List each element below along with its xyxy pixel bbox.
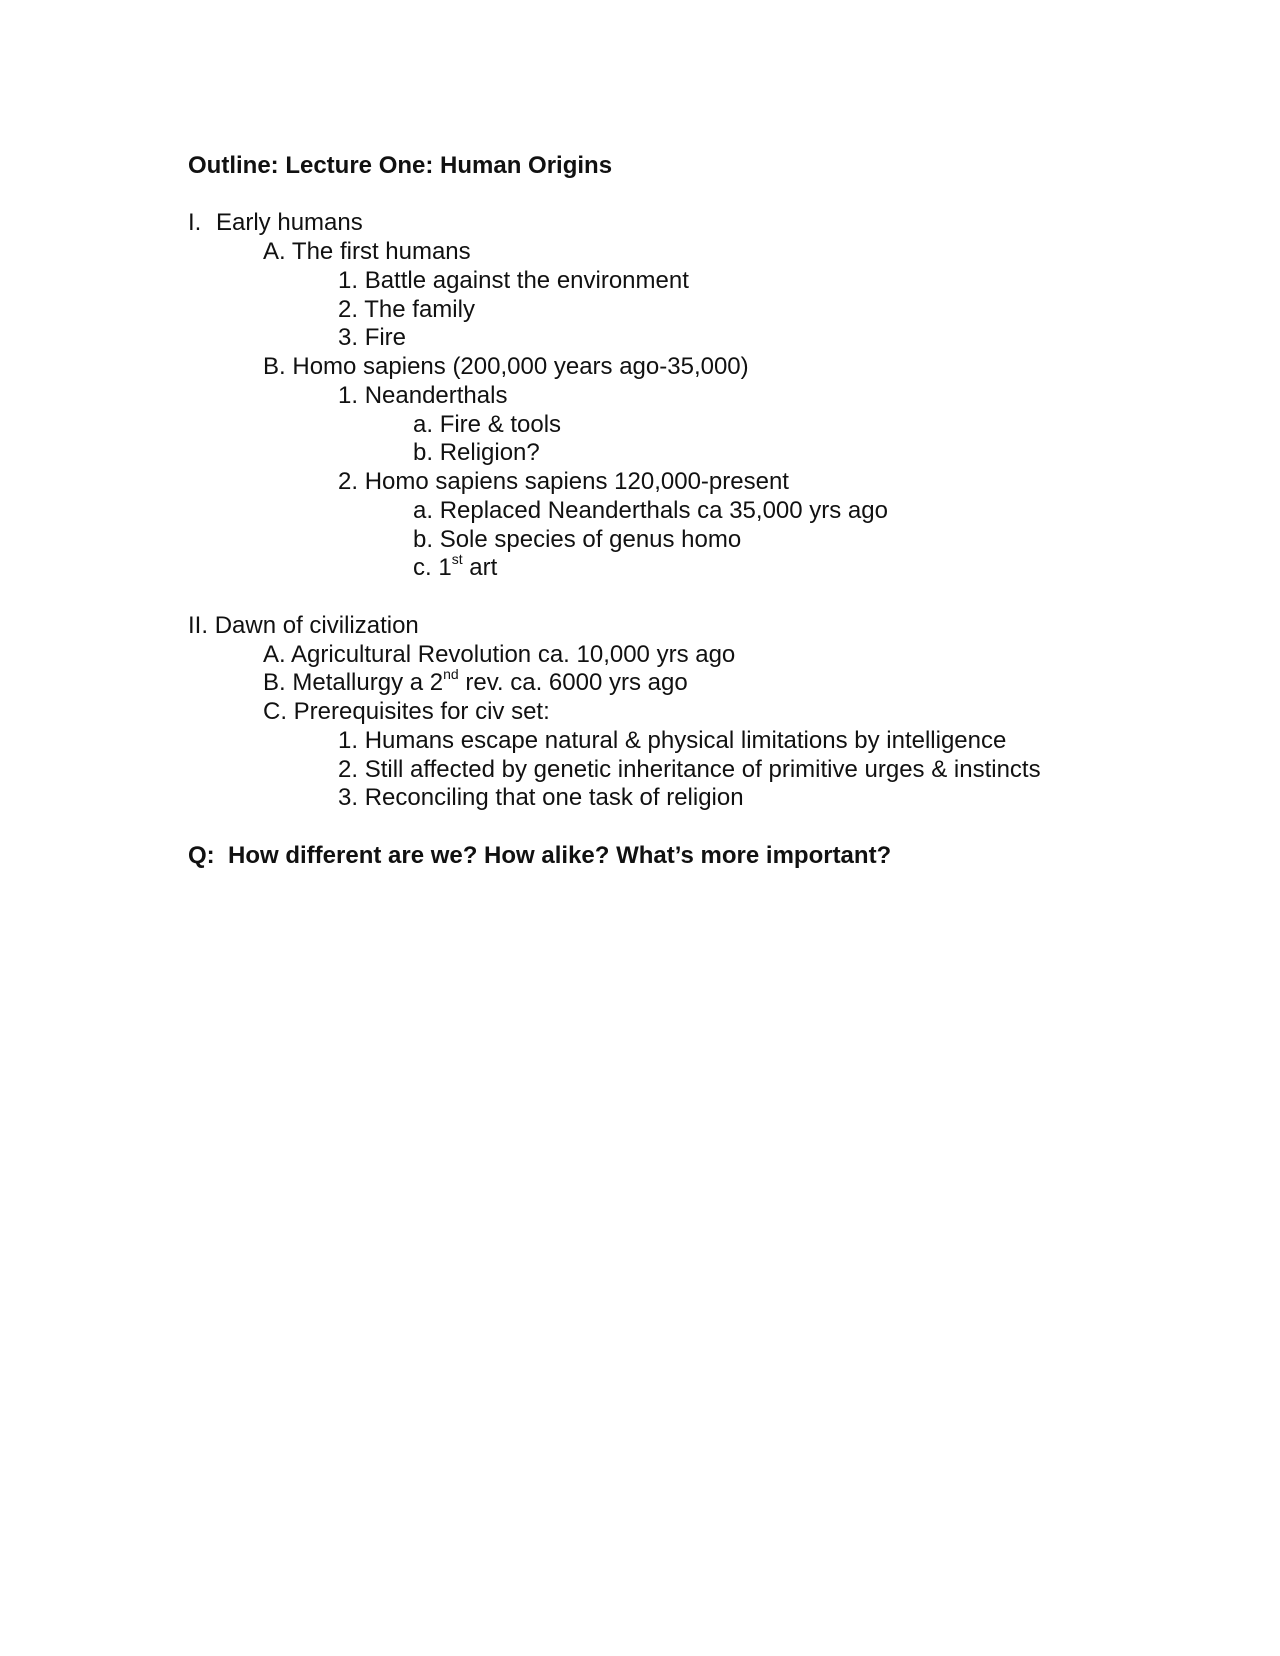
outline-marker: 1. <box>338 727 359 754</box>
outline-marker: 1. <box>338 382 359 409</box>
outline-text: Dawn of civilization <box>214 612 419 639</box>
outline-marker: a. <box>413 411 434 438</box>
outline-marker: II. <box>188 612 209 639</box>
outline-text: Homo sapiens (200,000 years ago-35,000) <box>292 353 749 380</box>
outline-item-I-B-2-b <box>413 526 741 554</box>
outline-item-I-A-1 <box>338 267 689 295</box>
outline-marker: 2. <box>338 756 359 783</box>
outline-text: Religion? <box>439 439 540 466</box>
outline-marker: a. <box>413 497 434 524</box>
outline-item-II-B <box>263 666 688 697</box>
outline-text-after: art <box>462 554 498 581</box>
outline-marker: 3. <box>338 784 359 811</box>
outline-marker: b. <box>413 439 434 466</box>
outline-marker: I. <box>188 209 202 236</box>
outline-text: Fire <box>364 324 407 351</box>
outline-item-II-C-1 <box>338 727 1006 755</box>
outline-item-I-B-1-b <box>413 439 540 467</box>
outline-item-I-B-1-a <box>413 411 561 439</box>
outline-item-II-A <box>263 641 735 669</box>
outline-text: The first humans <box>291 238 471 265</box>
outline-text: Battle against the environment <box>364 267 689 294</box>
outline-item-I-B-2-c <box>413 551 498 582</box>
outline-item-II-C <box>263 698 550 726</box>
outline-marker: A. <box>263 238 286 265</box>
outline-text-before: 1 <box>438 554 452 581</box>
outline-text: Prerequisites for civ set: <box>293 698 550 725</box>
outline-text: Fire & tools <box>439 411 562 438</box>
outline-item-I-A-2 <box>338 296 475 324</box>
question-text: How different are we? How alike? What’s more important? <box>228 842 892 869</box>
outline-item-I-B <box>263 353 749 381</box>
outline-marker: B. <box>263 353 286 380</box>
outline-marker: C. <box>263 698 287 725</box>
outline-item-II-C-2 <box>338 756 1041 784</box>
outline-text: Replaced Neanderthals ca 35,000 yrs ago <box>439 497 888 524</box>
outline-item-I-A-3 <box>338 324 406 352</box>
outline-text: Neanderthals <box>364 382 508 409</box>
outline-text: Homo sapiens sapiens 120,000-present <box>364 468 789 495</box>
outline-marker: 2. <box>338 296 359 323</box>
superscript: st <box>451 551 463 567</box>
outline-marker: b. <box>413 526 434 553</box>
outline-item-I-A <box>263 238 471 266</box>
outline-item-I-B-1 <box>338 382 507 410</box>
outline-item-I <box>188 209 363 237</box>
outline-text: Reconciling that one task of religion <box>364 784 744 811</box>
outline-item-II-C-3 <box>338 784 744 812</box>
outline-text: Humans escape natural & physical limitations by intelligence <box>364 727 1007 754</box>
page-title: Outline: Lecture One: Human Origins <box>188 152 613 179</box>
question-marker: Q: <box>188 842 215 869</box>
closing-question <box>188 842 891 870</box>
outline-text-before: Metallurgy a 2 <box>292 669 444 696</box>
outline-marker: c. <box>413 554 432 581</box>
outline-item-II <box>188 612 419 640</box>
outline-marker: B. <box>263 669 286 696</box>
outline-marker: 3. <box>338 324 359 351</box>
outline-marker: 1. <box>338 267 359 294</box>
outline-marker: 2. <box>338 468 359 495</box>
outline-marker: A. <box>263 641 286 668</box>
outline-item-I-B-2 <box>338 468 789 496</box>
outline-text-after: rev. ca. 6000 yrs ago <box>458 669 688 696</box>
superscript: nd <box>443 666 459 682</box>
outline-item-I-B-2-a <box>413 497 888 525</box>
outline-text: Agricultural Revolution ca. 10,000 yrs ago <box>291 641 736 668</box>
outline-text: Sole species of genus homo <box>439 526 742 553</box>
outline-text: Still affected by genetic inheritance of primitive urges & instincts <box>364 756 1041 783</box>
outline-text: Early humans <box>216 209 363 236</box>
outline-text: The family <box>364 296 475 323</box>
